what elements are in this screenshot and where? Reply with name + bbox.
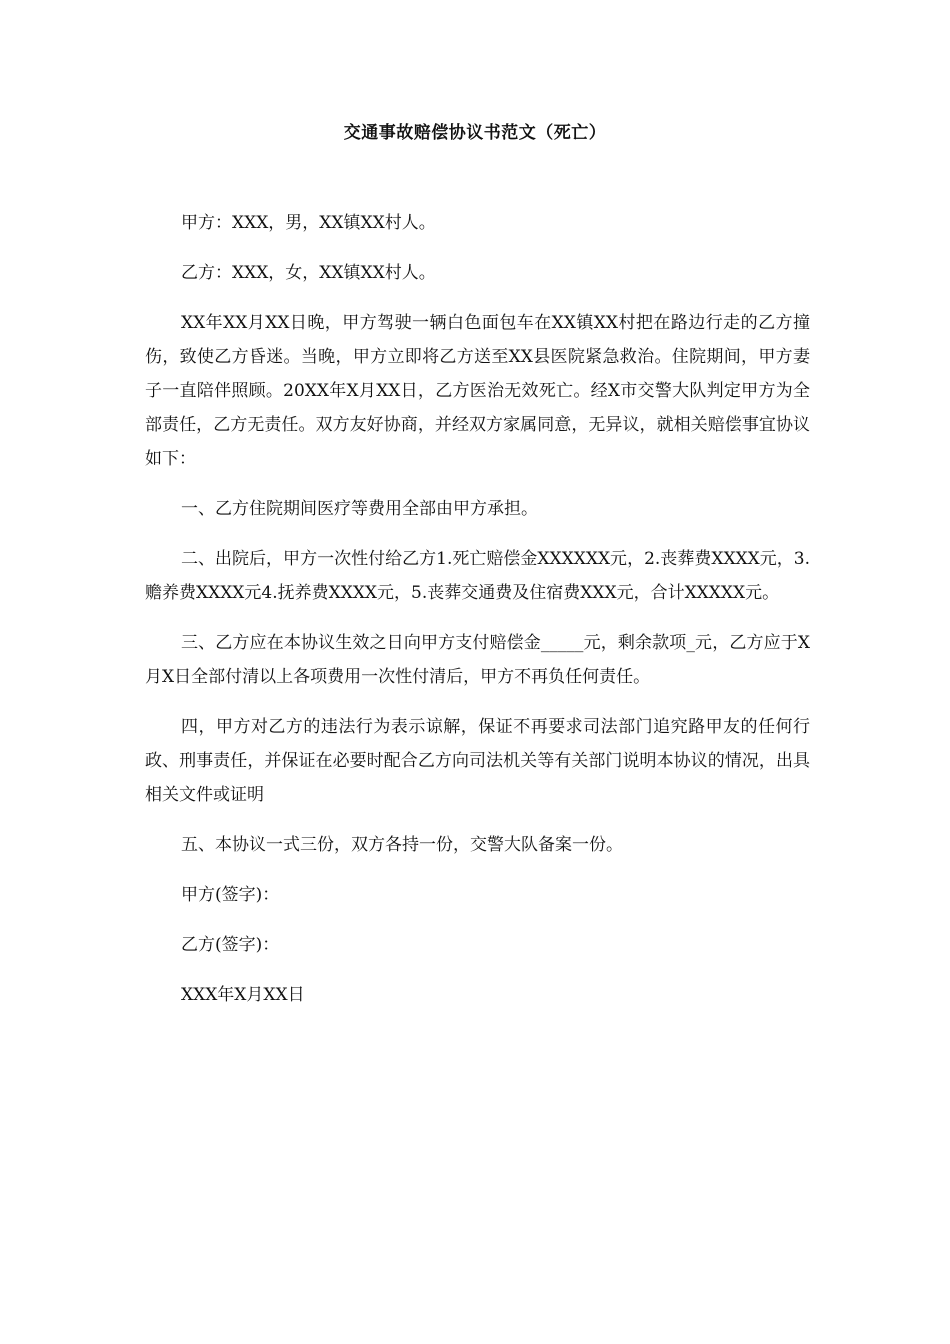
party-a-signature: 甲方(签字)：	[181, 885, 280, 905]
clause-2: 二、出院后，甲方一次性付给乙方1.死亡赔偿金XXXXXX元，2.丧葬费XXXX元，3.赡养费XXXX元4.抚养费XXXX元，5.丧葬交通费及住宿费XXX元，合计XXXXX元。	[145, 549, 810, 603]
document-body	[145, 206, 810, 1028]
clause-1: 一、乙方住院期间医疗等费用全部由甲方承担。	[181, 499, 538, 519]
party-b-line: 乙方：XXX，女，XX镇XX村人。	[181, 263, 436, 283]
accident-description: XX年XX月XX日晚，甲方驾驶一辆白色面包车在XX镇XX村把在路边行走的乙方撞伤，致使乙方昏迷。当晚，甲方立即将乙方送至XX县医院紧急救治。住院期间，甲方妻子一直陪伴照顾。20XX年X月XX日，乙方医治无效死亡。经X市交警大队判定甲方为全部责任，乙方无责任。双方友好协商，并经双方家属同意，无异议，就相关赔偿事宜协议如下：	[145, 313, 810, 469]
signing-date: XXX年X月XX日	[181, 985, 305, 1005]
party-a-line: 甲方：XXX，男，XX镇XX村人。	[181, 213, 436, 233]
clause-3: 三、乙方应在本协议生效之日向甲方支付赔偿金_____元，剩余款项_元，乙方应于X月X日全部付清以上各项费用一次性付清后，甲方不再负任何责任。	[145, 633, 810, 687]
clause-4: 四，甲方对乙方的违法行为表示谅解，保证不再要求司法部门追究路甲友的任何行政、刑事责任，并保证在必要时配合乙方向司法机关等有关部门说明本协议的情况，出具相关文件或证明	[145, 717, 810, 805]
party-b-signature: 乙方(签字)：	[181, 935, 280, 955]
clause-5: 五、本协议一式三份，双方各持一份，交警大队备案一份。	[181, 835, 623, 855]
document-title: 交通事故赔偿协议书范文（死亡）	[343, 123, 607, 143]
